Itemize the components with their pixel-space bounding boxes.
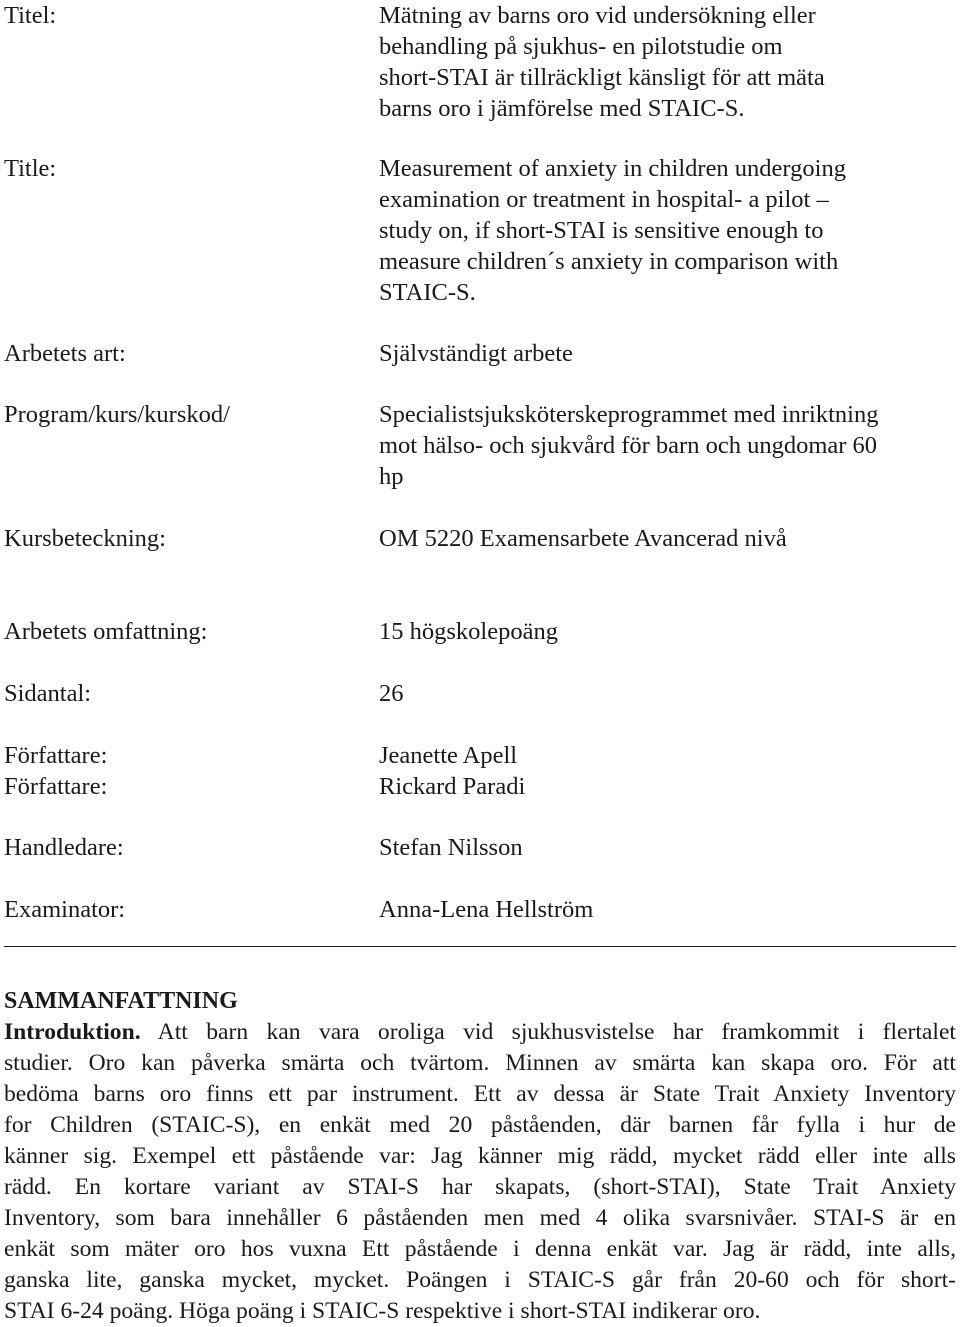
value-title-line: examination or treatment in hospital- a pilot –: [379, 186, 829, 213]
value-forfattare-line: Jeanette Apell: [379, 742, 518, 769]
label-titel: Titel:: [4, 2, 57, 29]
abstract-line: [4, 1017, 956, 1048]
abstract-line: Inventory, som bara innehåller 6 påståenden men med 4 olika svarsnivåer. STAI-S är en: [4, 1205, 956, 1231]
value-program: [379, 399, 878, 492]
abstract-line: känner sig. Exempel ett påstående var: Jag känner mig rädd, mycket rädd eller inte alls: [4, 1143, 956, 1169]
label-kursbeteckning: Kursbeteckning:: [4, 525, 166, 552]
abstract-line: rädd. En kortare variant av STAI-S har skapats, (short-STAI), State Trait Anxiety: [4, 1174, 956, 1200]
label-program: Program/kurs/kurskod/: [4, 401, 230, 428]
abstract-line: bedöma barns oro finns ett par instrument. Ett av dessa är State Trait Anxiety Inventory: [4, 1081, 956, 1107]
label-handledare: Handledare:: [4, 834, 124, 861]
value-arbetets-art-line: Självständigt arbete: [379, 340, 573, 367]
label-arbetets-art: Arbetets art:: [4, 340, 126, 367]
abstract-line: studier. Oro kan påverka smärta och tvärtom. Minnen av smärta kan skapa oro. För att: [4, 1050, 956, 1076]
value-forfattare: [379, 740, 517, 771]
value-program-line: Specialistsjuksköterskeprogrammet med inriktning: [379, 401, 879, 428]
value-title-line: measure children´s anxiety in comparison with: [379, 248, 839, 275]
value-kursbeteckning-line: OM 5220 Examensarbete Avancerad nivå: [379, 525, 787, 552]
label-forfattare: Författare:: [4, 742, 108, 769]
label-examinator: Examinator:: [4, 896, 126, 923]
value-titel-line: behandling på sjukhus- en pilotstudie om: [379, 33, 783, 60]
value-examinator-line: Anna-Lena Hellström: [379, 896, 594, 923]
value-forfattare: [379, 771, 525, 802]
value-handledare-line: Stefan Nilsson: [379, 834, 523, 861]
label-sidantal: Sidantal:: [4, 680, 92, 707]
value-arbetets-art: [379, 338, 573, 369]
value-title-line: Measurement of anxiety in children undergoing: [379, 155, 846, 182]
value-title-line: study on, if short-STAI is sensitive enough to: [379, 217, 824, 244]
value-omfattning-line: 15 högskolepoäng: [379, 618, 558, 645]
value-forfattare-line: Rickard Paradi: [379, 773, 526, 800]
value-title-line: STAIC-S.: [379, 279, 476, 306]
label-forfattare: Författare:: [4, 773, 108, 800]
value-title: [379, 153, 846, 308]
abstract-body: [4, 1017, 956, 1327]
section-divider: [4, 946, 956, 947]
value-titel-line: Mätning av barns oro vid undersökning eller: [379, 2, 816, 29]
value-handledare: [379, 832, 523, 863]
value-sidantal: [379, 678, 404, 709]
label-title: Title:: [4, 155, 57, 182]
abstract-line-text: Att barn kan vara oroliga vid sjukhusvistelse har framkommit i flertalet: [140, 1019, 956, 1045]
value-examinator: [379, 894, 593, 925]
value-kursbeteckning: [379, 523, 787, 554]
abstract-intro-label: Introduktion.: [4, 1019, 141, 1045]
value-program-line: mot hälso- och sjukvård för barn och ungdomar 60: [379, 432, 878, 459]
abstract-heading: SAMMANFATTNING: [4, 988, 238, 1014]
value-titel-line: barns oro i jämförelse med STAIC-S.: [379, 95, 745, 122]
value-titel-line: short-STAI är tillräckligt känsligt för att mäta: [379, 64, 825, 91]
abstract-line: for Children (STAIC-S), en enkät med 20 påståenden, där barnen får fylla i hur de: [4, 1112, 956, 1138]
abstract-line: ganska lite, ganska mycket, mycket. Poängen i STAIC-S går från 20-60 och för short-: [4, 1267, 956, 1293]
value-program-line: hp: [379, 463, 404, 490]
abstract-line: STAI 6-24 poäng. Höga poäng i STAIC-S respektive i short-STAI indikerar oro.: [4, 1298, 761, 1324]
abstract-line: enkät som mäter oro hos vuxna Ett påstående i denna enkät var. Jag är rädd, inte alls,: [4, 1236, 956, 1262]
value-sidantal-line: 26: [379, 680, 404, 707]
label-omfattning: Arbetets omfattning:: [4, 618, 208, 645]
value-titel: [379, 0, 825, 124]
value-omfattning: [379, 616, 558, 647]
